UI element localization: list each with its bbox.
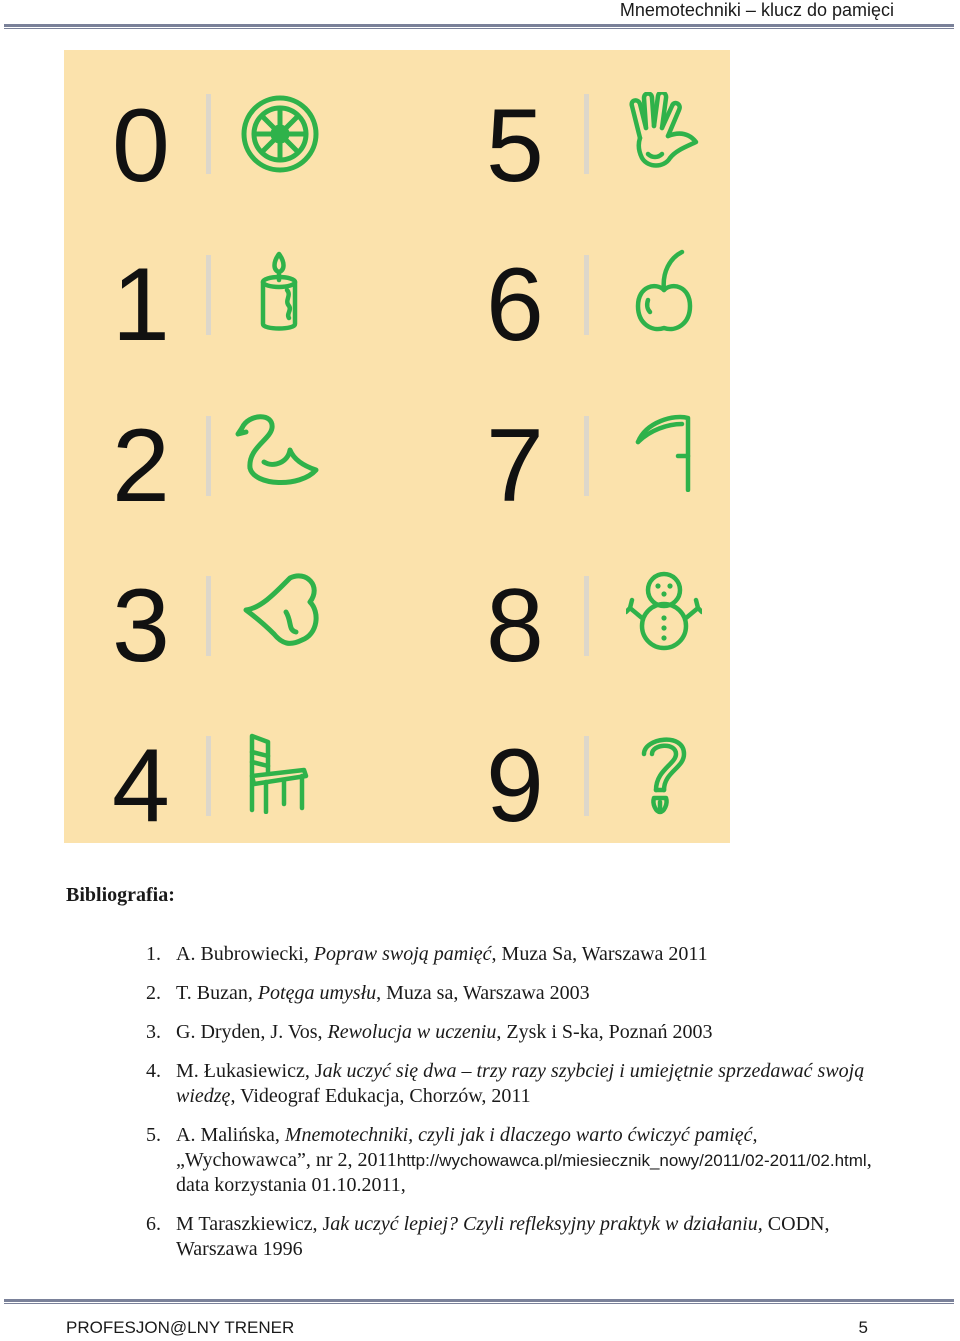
digit-9: 9 xyxy=(486,728,544,844)
list-item: 1. A. Bubrowiecki, Popraw swoją pamięć, Muza Sa, Warszawa 2011 xyxy=(146,943,708,965)
mnemonic-chart xyxy=(64,50,730,843)
heart-icon xyxy=(240,572,320,652)
footer-title: PROFESJON@LNY TRENER xyxy=(66,1318,295,1337)
page-number: 5 xyxy=(858,1318,868,1337)
separator xyxy=(584,416,589,496)
candle-icon xyxy=(254,250,304,332)
separator xyxy=(584,576,589,656)
footer-rule xyxy=(4,1299,954,1304)
cherry-icon xyxy=(634,248,694,334)
list-item: 2. T. Buzan, Potęga umysłu, Muza sa, Warszawa 2003 xyxy=(146,982,590,1004)
list-item: 6. M Taraszkiewicz, Jak uczyć lepiej? Czyli refleksyjny praktyk w działaniu, CODN, Warszawa 1996 xyxy=(146,1213,830,1260)
chair-icon xyxy=(244,732,312,814)
wheel-icon xyxy=(238,92,322,176)
scythe-icon xyxy=(634,412,694,492)
separator xyxy=(206,416,211,496)
separator xyxy=(206,736,211,816)
digit-6: 6 xyxy=(486,247,544,363)
running-header: Mnemotechniki – klucz do pamięci xyxy=(619,0,894,20)
bibliography-list xyxy=(146,942,886,1262)
separator xyxy=(584,255,589,335)
separator xyxy=(584,94,589,174)
digit-1: 1 xyxy=(112,247,170,363)
list-item: 3. G. Dryden, J. Vos, Rewolucja w uczeniu, Zysk i S-ka, Poznań 2003 xyxy=(146,1021,713,1043)
digit-5: 5 xyxy=(486,88,544,204)
separator xyxy=(584,736,589,816)
question-mark-icon xyxy=(638,732,690,816)
snowman-icon xyxy=(626,568,702,652)
hand-icon xyxy=(626,92,702,176)
digit-4: 4 xyxy=(112,728,170,844)
list-item: 5. A. Malińska, Mnemotechniki, czyli jak i dlaczego warto ćwiczyć pamięć, „Wychowawca”, nr 2, 2011http://wychowawca.pl/miesiecznik_nowy/2011/02-2011/02.html, data korzystania 01.10.2011, xyxy=(146,1124,872,1196)
separator xyxy=(206,255,211,335)
source-url: http://wychowawca.pl/miesiecznik_nowy/2011/02-2011/02.html xyxy=(396,1151,867,1170)
bibliography-heading: Bibliografia: xyxy=(66,884,175,906)
digit-7: 7 xyxy=(486,408,544,524)
list-item: 4. M. Łukasiewicz, Jak uczyć się dwa – trzy razy szybciej i umiejętnie sprzedawać swoją wiedzę, Videograf Edukacja, Chorzów, 2011 xyxy=(146,1060,865,1107)
separator xyxy=(206,94,211,174)
digit-2: 2 xyxy=(112,408,170,524)
swan-icon xyxy=(234,410,322,492)
digit-8: 8 xyxy=(486,568,544,684)
separator xyxy=(206,576,211,656)
digit-0: 0 xyxy=(112,88,170,204)
header-rule xyxy=(4,24,954,29)
digit-3: 3 xyxy=(112,568,170,684)
